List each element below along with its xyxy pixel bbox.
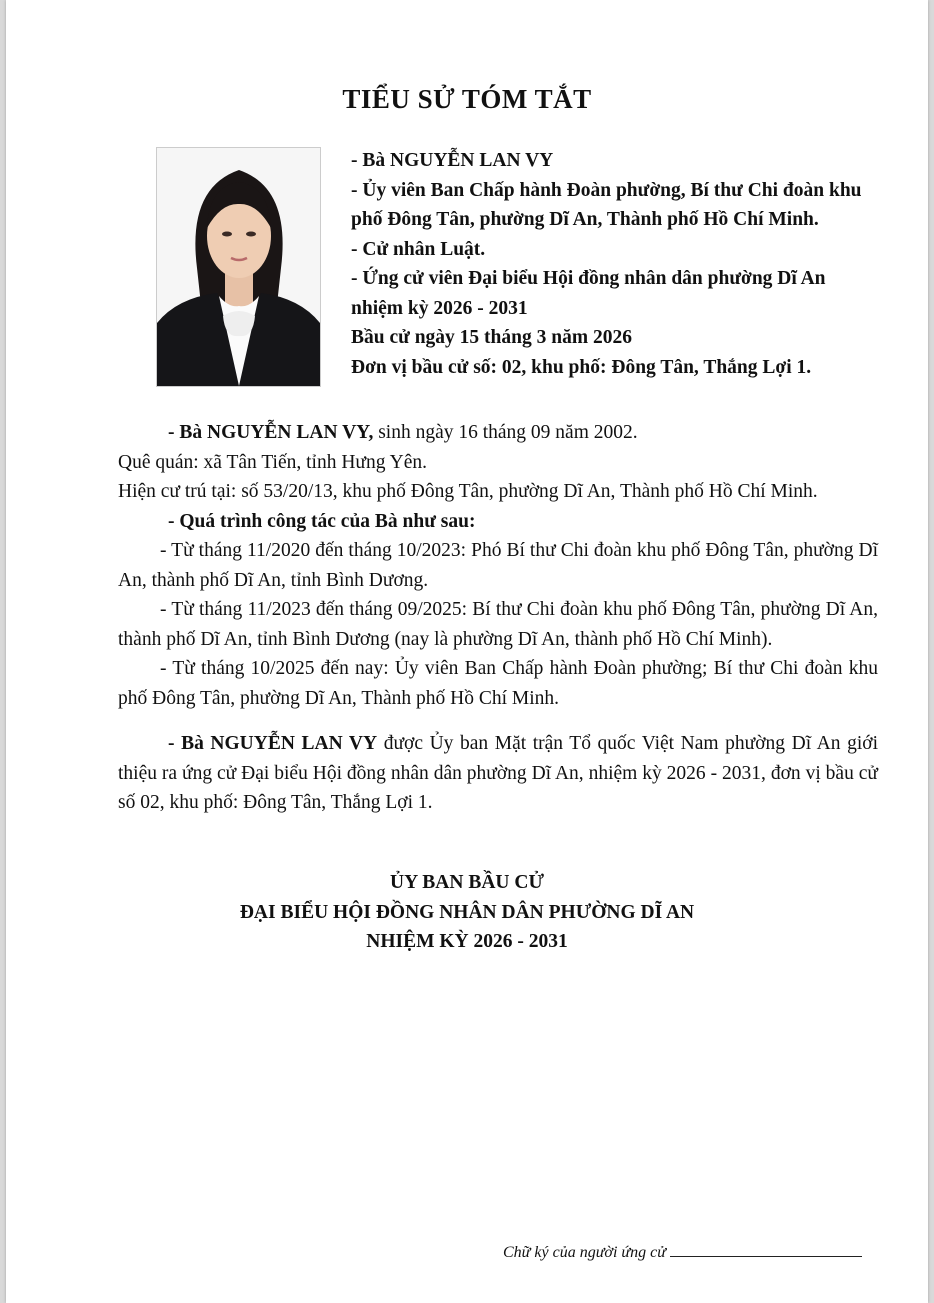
signature-label: Chữ ký của người ứng cử (503, 1244, 666, 1261)
nomination-paragraph (118, 729, 878, 818)
document-page (6, 0, 928, 1303)
committee-line: NHIỆM KỲ 2026 - 2031 (366, 931, 568, 952)
candidate-summary (351, 146, 879, 382)
summary-election-date: Bầu cử ngày 15 tháng 3 năm 2026 (351, 327, 632, 348)
intro-birth: sinh ngày 16 tháng 09 năm 2002. (373, 422, 638, 443)
summary-position: - Ủy viên Ban Chấp hành Đoàn phường, Bí thư Chi đoàn khu phố Đông Tân, phường Dĩ An, Thành phố Hồ Chí Minh. (351, 179, 862, 230)
hometown: Quê quán: xã Tân Tiến, tỉnh Hưng Yên. (118, 451, 428, 473)
summary-name: - Bà NGUYỄN LAN VY (351, 150, 554, 171)
career-item: - Từ tháng 11/2020 đến tháng 10/2023: Phó Bí thư Chi đoàn khu phố Đông Tân, phường Dĩ An, thành phố Dĩ An, tỉnh Bình Dương. (118, 540, 878, 591)
career-item: - Từ tháng 11/2023 đến tháng 09/2025: Bí thư Chi đoàn khu phố Đông Tân, phường Dĩ An, thành phố Dĩ An, tỉnh Bình Dương (nay là phường Dĩ An, thành phố Hồ Chí Minh). (118, 599, 878, 650)
nomination-text: được Ủy ban Mặt trận Tổ quốc Việt Nam phường Dĩ An giới thiệu ra ứng cử Đại biểu Hội đồng nhân dân phường Dĩ An, nhiệm kỳ 2026 - 2031, đơn vị bầu cử số 02, khu phố: Đông Tân, Thắng Lợi 1. (118, 733, 878, 813)
residence: Hiện cư trú tại: số 53/20/13, khu phố Đông Tân, phường Dĩ An, Thành phố Hồ Chí Minh. (118, 481, 818, 502)
intro-paragraph (118, 418, 878, 448)
career-item: - Từ tháng 10/2025 đến nay: Ủy viên Ban Chấp hành Đoàn phường; Bí thư Chi đoàn khu phố Đông Tân, phường Dĩ An, Thành phố Hồ Chí Minh. (118, 658, 878, 709)
nomination-name: - Bà NGUYỄN LAN VY (168, 733, 378, 754)
biography-body (118, 418, 878, 818)
summary-candidacy: - Ứng cử viên Đại biểu Hội đồng nhân dân phường Dĩ An nhiệm kỳ 2026 - 2031 (351, 268, 826, 319)
committee-line: ỦY BAN BẦU CỬ (389, 872, 544, 893)
committee-line: ĐẠI BIỂU HỘI ĐỒNG NHÂN DÂN PHƯỜNG DĨ AN (239, 901, 695, 923)
candidate-photo (156, 147, 321, 387)
summary-electoral-unit: Đơn vị bầu cử số: 02, khu phố: Đông Tân, Thắng Lợi 1. (351, 356, 812, 378)
intro-name: - Bà NGUYỄN LAN VY, (168, 422, 374, 443)
election-committee (6, 868, 928, 957)
signature-line (670, 1256, 862, 1257)
career-heading: - Quá trình công tác của Bà như sau: (168, 510, 476, 532)
summary-degree: - Cử nhân Luật. (351, 238, 486, 260)
document-title: TIỂU SỬ TÓM TẮT (342, 84, 592, 114)
signature-area (503, 1244, 883, 1262)
